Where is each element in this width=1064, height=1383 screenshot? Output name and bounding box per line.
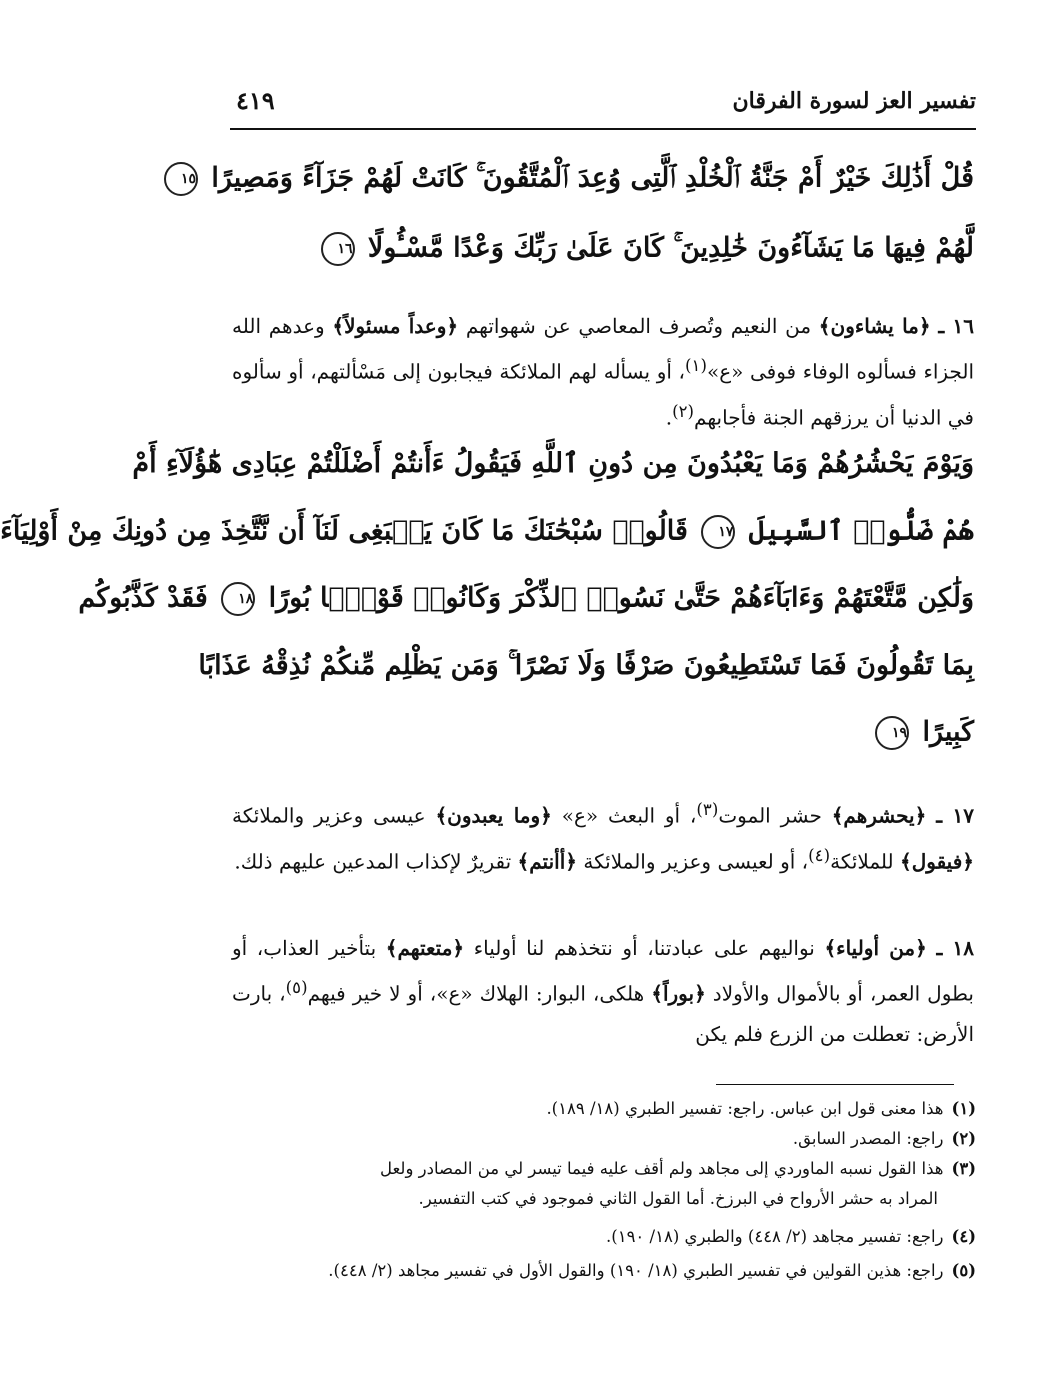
text: هلكى، البوار: الهلاك «ع»، أو لا خير فيهم xyxy=(307,981,652,1006)
text: للملائكة xyxy=(830,849,900,874)
running-header xyxy=(230,82,976,130)
footnote-text: راجع: المصدر السابق. xyxy=(792,1129,944,1148)
quran-text: قَالُوا۟ سُبْحَٰنَكَ مَا كَانَ يَنۢبَغِى لَنَآ أَن نَّتَّخِذَ مِن دُونِكَ مِنْ أَوْلِيَآءَ xyxy=(0,515,688,547)
ayah-marker: ١٨ xyxy=(221,582,255,616)
quran-line xyxy=(78,582,974,616)
commentary-paragraph-18 xyxy=(232,928,974,1054)
keyword: ﴿يحشرهم﴾ xyxy=(831,803,927,828)
text: حشر الموت xyxy=(718,803,832,828)
quran-line xyxy=(198,650,974,682)
footnote-text: راجع: هذين القولين في تفسير الطبري (١٨/ ١٩٠) والقول الأول في تفسير مجاهد (٢/ ٤٤٨). xyxy=(328,1261,944,1280)
ayah-marker: ١٧ xyxy=(701,515,735,549)
footnote xyxy=(232,1154,976,1183)
text: بتأخير العذاب، أو بطول العمر، أو بالأموال والأولاد xyxy=(232,936,975,1006)
verse-number: ١٧ ـ xyxy=(936,803,975,828)
footnote-number: (٣) xyxy=(951,1159,976,1178)
quran-text: فَقَدْ كَذَّبُوكُم xyxy=(78,582,208,614)
footnote-number: (٢) xyxy=(951,1129,976,1148)
text: تقريرٌ لإكذاب المدعين عليهم ذلك. xyxy=(234,849,518,874)
keyword: ﴿فيقول﴾ xyxy=(899,849,974,874)
ayah-marker: ١٩ xyxy=(875,716,909,750)
verse-number: ١٨ ـ xyxy=(936,936,975,960)
footnote xyxy=(232,1256,976,1285)
quran-text: قُلْ أَذَٰلِكَ خَيْرٌ أَمْ جَنَّةُ ٱلْخُلْدِ ٱلَّتِى وُعِدَ ٱلْمُتَّقُونَ ۚ كَانَتْ لَهُمْ جَزَآءً وَمَصِيرًا xyxy=(211,162,974,194)
text: ، أو يسأله لهم الملائكة فيجابون إلى مَسْألتهم، أو سألوه في الدنيا أن يرزقهم الجنة فأجابهم xyxy=(232,359,974,430)
text: عيسى وعزير والملائكة xyxy=(232,803,436,828)
quran-text: وَلَٰكِن مَّتَّعْتَهُمْ وَءَابَآءَهُمْ حَتَّىٰ نَسُوا۟ ٱلذِّكْرَ وَكَانُوا۟ قَوْمًۢا بُورًا xyxy=(268,582,974,614)
footnote-number: (١) xyxy=(951,1099,976,1118)
footnote-ref: (٣) xyxy=(696,800,719,819)
footnote xyxy=(232,1094,976,1123)
quran-line xyxy=(0,515,974,549)
ayah-marker: ١٥ xyxy=(164,162,198,196)
commentary-paragraph-16 xyxy=(232,306,974,437)
text: نواليهم على عبادتنا، أو نتخذهم لنا أولياء xyxy=(464,936,825,960)
text: ، أو لعيسى وعزير والملائكة xyxy=(577,849,809,874)
quran-line xyxy=(180,162,974,196)
text: ، أو البعث «ع» xyxy=(551,803,697,828)
footnote-ref: (٤) xyxy=(808,845,831,865)
commentary-paragraph-17 xyxy=(232,790,974,881)
text: وعدهم الله الجزاء فسألوه الوفاء فوفى «ع» xyxy=(232,314,974,384)
footnote xyxy=(232,1124,976,1153)
text: ، بارت الأرض: تعطلت من الزرع فلم يكن xyxy=(232,981,974,1046)
text: من النعيم وتُصرف المعاصي عن شهواتهم xyxy=(458,314,819,338)
quran-text: كَبِيرًا xyxy=(922,716,974,748)
keyword: ﴿متعتهم﴾ xyxy=(385,936,465,960)
quran-text: لَّهُمْ فِيهَا مَا يَشَآءُونَ خَٰلِدِينَ ۚ كَانَ عَلَىٰ رَبِّكَ وَعْدًا مَّسْـُٔولًا xyxy=(367,232,974,264)
quran-text: هُمْ ضَلُّوا۟ ٱلسَّبِيلَ xyxy=(748,515,974,547)
footnote-ref: (١) xyxy=(685,356,707,375)
keyword: ﴿بوراً﴾ xyxy=(651,981,706,1006)
ayah-marker: ١٦ xyxy=(321,232,355,266)
quran-line xyxy=(232,716,974,750)
footnote-separator xyxy=(716,1084,954,1085)
quran-text: بِمَا تَقُولُونَ فَمَا تَسْتَطِيعُونَ صَرْفًا وَلَا نَصْرًا ۚ وَمَن يَظْلِم مِّنكُمْ نُذِقْهُ عَذَابًا xyxy=(198,650,974,681)
footnote-text: هذا معنى قول ابن عباس. راجع: تفسير الطبري (١٨/ ١٨٩). xyxy=(546,1099,944,1118)
footnote xyxy=(232,1222,976,1251)
footnote-continuation xyxy=(232,1184,976,1213)
keyword: ﴿من أولياء﴾ xyxy=(824,936,927,960)
keyword: ﴿وما يعبدون﴾ xyxy=(435,803,552,828)
footnote-number: (٥) xyxy=(951,1261,976,1280)
footnote-ref: (٥) xyxy=(285,978,308,997)
keyword: ﴿أأنتم﴾ xyxy=(517,849,577,874)
text: . xyxy=(665,405,673,430)
footnote-number: (٤) xyxy=(951,1227,976,1246)
page-number: ٤١٩ xyxy=(236,86,275,115)
keyword: ﴿وعداً مسئولاً﴾ xyxy=(332,314,459,338)
keyword: ﴿ما يشاءون﴾ xyxy=(818,314,931,338)
verse-number: ١٦ ـ xyxy=(938,314,975,338)
header-title: تفسير العز لسورة الفرقان xyxy=(732,88,976,114)
footnote-text: هذا القول نسبه الماوردي إلى مجاهد ولم أقف عليه فيما تيسر لي من المصادر ولعل xyxy=(379,1159,944,1178)
footnote-ref: (٢) xyxy=(672,401,695,421)
footnote-text: المراد به حشر الأرواح في البرزخ. أما القول الثاني فموجود في كتب التفسير. xyxy=(418,1189,938,1208)
quran-line xyxy=(132,448,974,479)
quran-line xyxy=(232,232,974,266)
footnote-text: راجع: تفسير مجاهد (٢/ ٤٤٨) والطبري (١٨/ ١٩٠). xyxy=(606,1227,944,1246)
quran-text: وَيَوْمَ يَحْشُرُهُمْ وَمَا يَعْبُدُونَ مِن دُونِ ٱللَّهِ فَيَقُولُ ءَأَنتُمْ أَضْلَلْتُمْ عِبَادِى هَٰٓؤُلَآءِ أَمْ xyxy=(132,448,974,479)
